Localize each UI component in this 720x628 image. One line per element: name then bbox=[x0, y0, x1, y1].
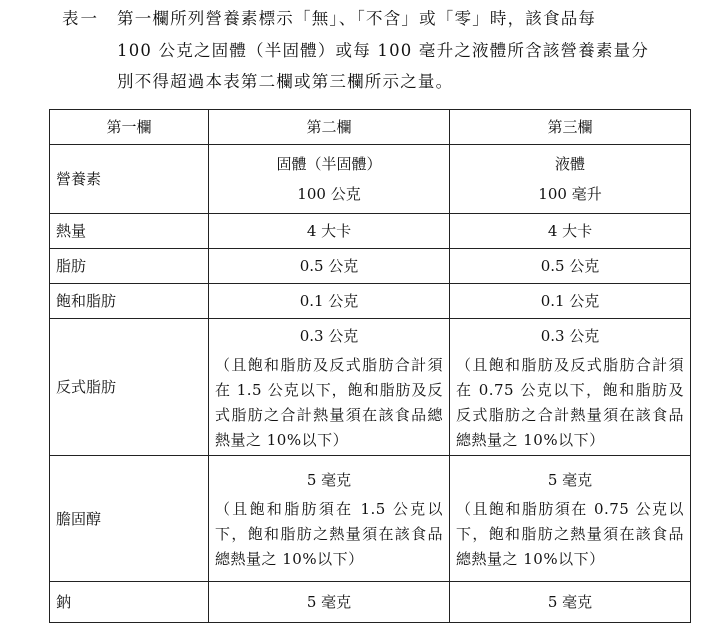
row-name: 飽和脂肪 bbox=[50, 284, 209, 319]
trans-fat-liquid-cell bbox=[450, 319, 691, 456]
cholesterol-solid-cell bbox=[209, 456, 450, 582]
trans-fat-solid-cell bbox=[209, 319, 450, 456]
solid-basis-amount: 100 公克 bbox=[297, 185, 361, 203]
solid-value: 4 大卡 bbox=[209, 214, 450, 249]
table-row bbox=[50, 284, 691, 319]
table-row bbox=[50, 214, 691, 249]
solid-basis-cell bbox=[209, 145, 450, 214]
header-col-1: 第一欄 bbox=[50, 110, 209, 145]
liquid-value: 0.5 公克 bbox=[450, 249, 691, 284]
nutrient-label: 營養素 bbox=[50, 145, 209, 214]
solid-note: （且飽和脂肪及反式脂肪合計須在 1.5 公克以下，飽和脂肪及反式脂肪之合計熱量須在該食品總熱量之 10%以下） bbox=[215, 356, 443, 449]
nutrient-threshold-table bbox=[49, 109, 691, 623]
solid-value: 0.3 公克 bbox=[299, 327, 359, 345]
solid-value: 5 毫克 bbox=[209, 582, 450, 623]
solid-value: 0.1 公克 bbox=[209, 284, 450, 319]
liquid-basis-cell bbox=[450, 145, 691, 214]
solid-note: （且飽和脂肪須在 1.5 公克以下，飽和脂肪之熱量須在該食品總熱量之 10%以下） bbox=[215, 500, 443, 568]
row-name: 反式脂肪 bbox=[50, 319, 209, 456]
liquid-basis-type: 液體 bbox=[554, 155, 585, 173]
header-col-2: 第二欄 bbox=[209, 110, 450, 145]
liquid-value: 0.3 公克 bbox=[540, 327, 600, 345]
caption-line-2: 100 公克之固體（半固體）或每 100 毫升之液體所含該營養素量分 bbox=[117, 41, 650, 60]
cholesterol-liquid-cell bbox=[450, 456, 691, 582]
liquid-note: （且飽和脂肪及反式脂肪合計須在 0.75 公克以下，飽和脂肪及反式脂肪之合計熱量須在該食品總熱量之 10%以下） bbox=[456, 356, 684, 449]
caption-label: 表一 bbox=[62, 9, 99, 28]
trans-fat-row bbox=[50, 319, 691, 456]
header-col-3: 第三欄 bbox=[450, 110, 691, 145]
liquid-value: 5 毫克 bbox=[450, 582, 691, 623]
caption-line-1: 第一欄所列營養素標示「無」、「不含」或「零」時，該食品每 bbox=[117, 9, 597, 28]
table-row bbox=[50, 249, 691, 284]
solid-value: 5 毫克 bbox=[306, 471, 352, 489]
solid-value: 0.5 公克 bbox=[209, 249, 450, 284]
row-name: 鈉 bbox=[50, 582, 209, 623]
liquid-value: 5 毫克 bbox=[547, 471, 593, 489]
solid-basis-type: 固體（半固體） bbox=[276, 155, 382, 173]
liquid-value: 4 大卡 bbox=[450, 214, 691, 249]
liquid-basis-amount: 100 毫升 bbox=[538, 185, 602, 203]
liquid-value: 0.1 公克 bbox=[450, 284, 691, 319]
liquid-note: （且飽和脂肪須在 0.75 公克以下，飽和脂肪之熱量須在該食品總熱量之 10%以下） bbox=[456, 500, 684, 568]
row-name: 脂肪 bbox=[50, 249, 209, 284]
sodium-row bbox=[50, 582, 691, 623]
row-name: 膽固醇 bbox=[50, 456, 209, 582]
caption-line-3: 別不得超過本表第二欄或第三欄所示之量。 bbox=[117, 72, 454, 91]
header-row bbox=[50, 110, 691, 145]
row-name: 熱量 bbox=[50, 214, 209, 249]
nutrient-basis-row bbox=[50, 145, 691, 214]
cholesterol-row bbox=[50, 456, 691, 582]
